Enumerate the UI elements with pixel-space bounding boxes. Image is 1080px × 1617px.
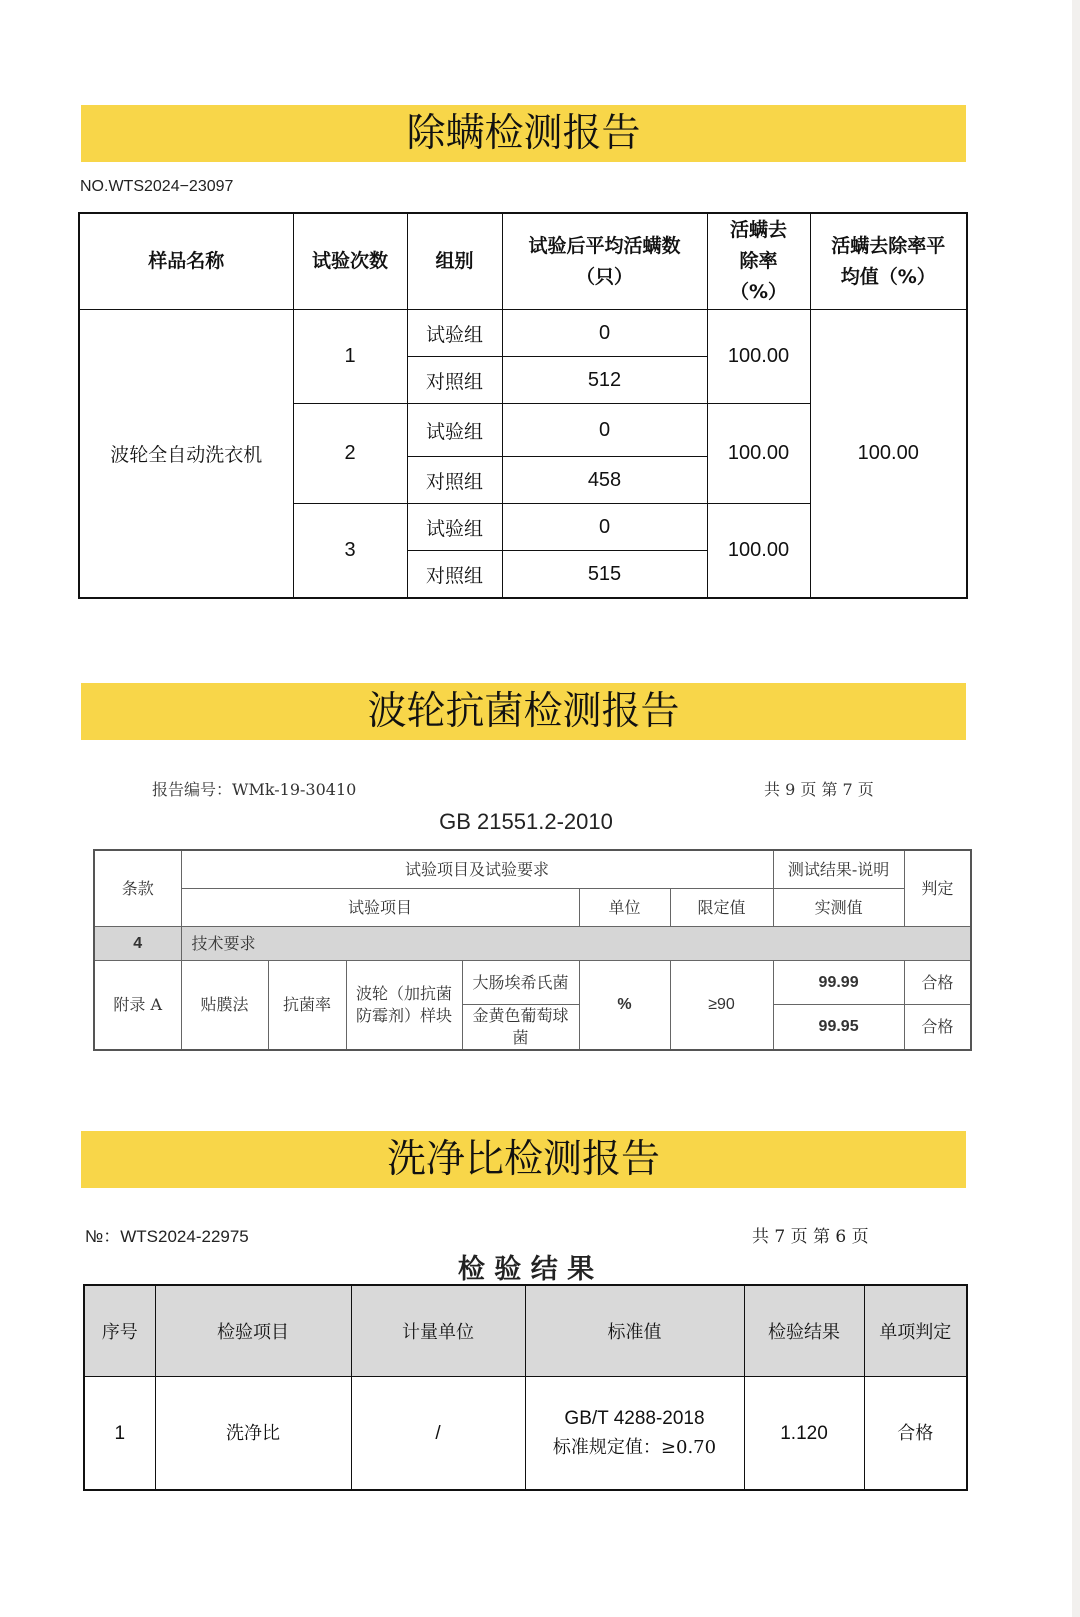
- judgement: 合格: [864, 1377, 967, 1491]
- wash-page-info: 共 7 页 第 6 页: [752, 1227, 869, 1247]
- header-judge: 判定: [904, 850, 971, 927]
- table-header-row: [94, 889, 971, 927]
- clause-name: 附录 A: [94, 961, 181, 1051]
- control-value: 512: [502, 357, 707, 404]
- header-item: 检验项目: [155, 1285, 351, 1377]
- mite-results-table: [78, 212, 968, 599]
- header-number: 序号: [84, 1285, 155, 1377]
- sample-description: 波轮（加抗菌防霉剂）样块: [346, 961, 462, 1051]
- page-edge: [1072, 0, 1080, 1617]
- header-trial-count: 试验次数: [293, 213, 407, 310]
- header-group: 组别: [407, 213, 502, 310]
- header-standard: 标准值: [525, 1285, 744, 1377]
- results-title: 检 验 结 果: [457, 1254, 595, 1285]
- test-value: 0: [502, 404, 707, 457]
- section-row: [94, 927, 971, 961]
- group-label: 对照组: [407, 357, 502, 404]
- header-avg-removal-rate: 活螨去除率平均值（%）: [810, 213, 967, 310]
- wash-report-number: №：WTS2024-22975: [85, 1227, 249, 1246]
- average-removal-rate: 100.00: [810, 310, 967, 599]
- test-value: 0: [502, 504, 707, 551]
- judgement: 合格: [904, 961, 971, 1005]
- standard-code: GB/T 4288-2018: [564, 1408, 705, 1429]
- judgement: 合格: [904, 1005, 971, 1051]
- header-clause: 条款: [94, 850, 181, 927]
- table-header-row: [84, 1285, 967, 1377]
- header-sample: 样品名称: [79, 213, 293, 310]
- control-value: 515: [502, 551, 707, 599]
- mite-report-banner: 除螨检测报告: [81, 105, 966, 162]
- standard-value: [525, 1377, 744, 1491]
- trial-number: 1: [293, 310, 407, 404]
- section-name: 技术要求: [181, 927, 971, 961]
- group-label: 对照组: [407, 457, 502, 504]
- unit-value: /: [351, 1377, 525, 1491]
- bacteria-name: 金黄色葡萄球菌: [462, 1005, 579, 1051]
- table-header-row: [94, 850, 971, 889]
- mite-report-number: NO.WTS2024−23097: [80, 178, 234, 195]
- trial-number: 3: [293, 504, 407, 599]
- header-avg-mites: 试验后平均活螨数（只）: [502, 213, 707, 310]
- item-name: 洗净比: [155, 1377, 351, 1491]
- group-label: 试验组: [407, 310, 502, 357]
- antibacterial-table: [93, 849, 972, 1051]
- limit-value: ≥90: [670, 961, 773, 1051]
- table-row: [79, 310, 967, 357]
- header-judge: 单项判定: [864, 1285, 967, 1377]
- antibacterial-report-number: 报告编号：WMk-19-30410: [152, 780, 357, 799]
- table-row: [84, 1377, 967, 1491]
- header-measured: 实测值: [773, 889, 904, 927]
- antibacterial-page-info: 共 9 页 第 7 页: [764, 780, 874, 799]
- header-unit: 计量单位: [351, 1285, 525, 1377]
- header-result: 检验结果: [744, 1285, 864, 1377]
- result-value: 1.120: [744, 1377, 864, 1491]
- antibacterial-report-banner: 波轮抗菌检测报告: [81, 683, 966, 740]
- measured-value: 99.99: [773, 961, 904, 1005]
- bacteria-name: 大肠埃希氏菌: [462, 961, 579, 1005]
- header-result-description: 测试结果-说明: [773, 850, 904, 889]
- measured-value: 99.95: [773, 1005, 904, 1051]
- trial-number: 2: [293, 404, 407, 504]
- standard-requirement: 标准规定值：≥0.70: [552, 1437, 717, 1458]
- header-removal-rate: 活螨去除率（%）: [707, 213, 810, 310]
- control-value: 458: [502, 457, 707, 504]
- row-number: 1: [84, 1377, 155, 1491]
- group-label: 对照组: [407, 551, 502, 599]
- unit-value: %: [579, 961, 670, 1051]
- removal-rate: 100.00: [707, 404, 810, 504]
- table-header-row: [79, 213, 967, 310]
- wash-ratio-table: [83, 1284, 968, 1491]
- header-item-requirements: 试验项目及试验要求: [181, 850, 773, 889]
- test-method: 贴膜法: [181, 961, 268, 1051]
- header-limit: 限定值: [670, 889, 773, 927]
- standard-number: GB 21551.2-2010: [439, 809, 613, 834]
- removal-rate: 100.00: [707, 310, 810, 404]
- wash-ratio-report-banner: 洗净比检测报告: [81, 1131, 966, 1188]
- test-value: 0: [502, 310, 707, 357]
- removal-rate: 100.00: [707, 504, 810, 599]
- group-label: 试验组: [407, 404, 502, 457]
- section-number: 4: [94, 927, 181, 961]
- table-row: [94, 961, 971, 1005]
- header-unit: 单位: [579, 889, 670, 927]
- group-label: 试验组: [407, 504, 502, 551]
- sample-name: 波轮全自动洗衣机: [79, 310, 293, 599]
- test-item: 抗菌率: [268, 961, 346, 1051]
- header-test-item: 试验项目: [181, 889, 579, 927]
